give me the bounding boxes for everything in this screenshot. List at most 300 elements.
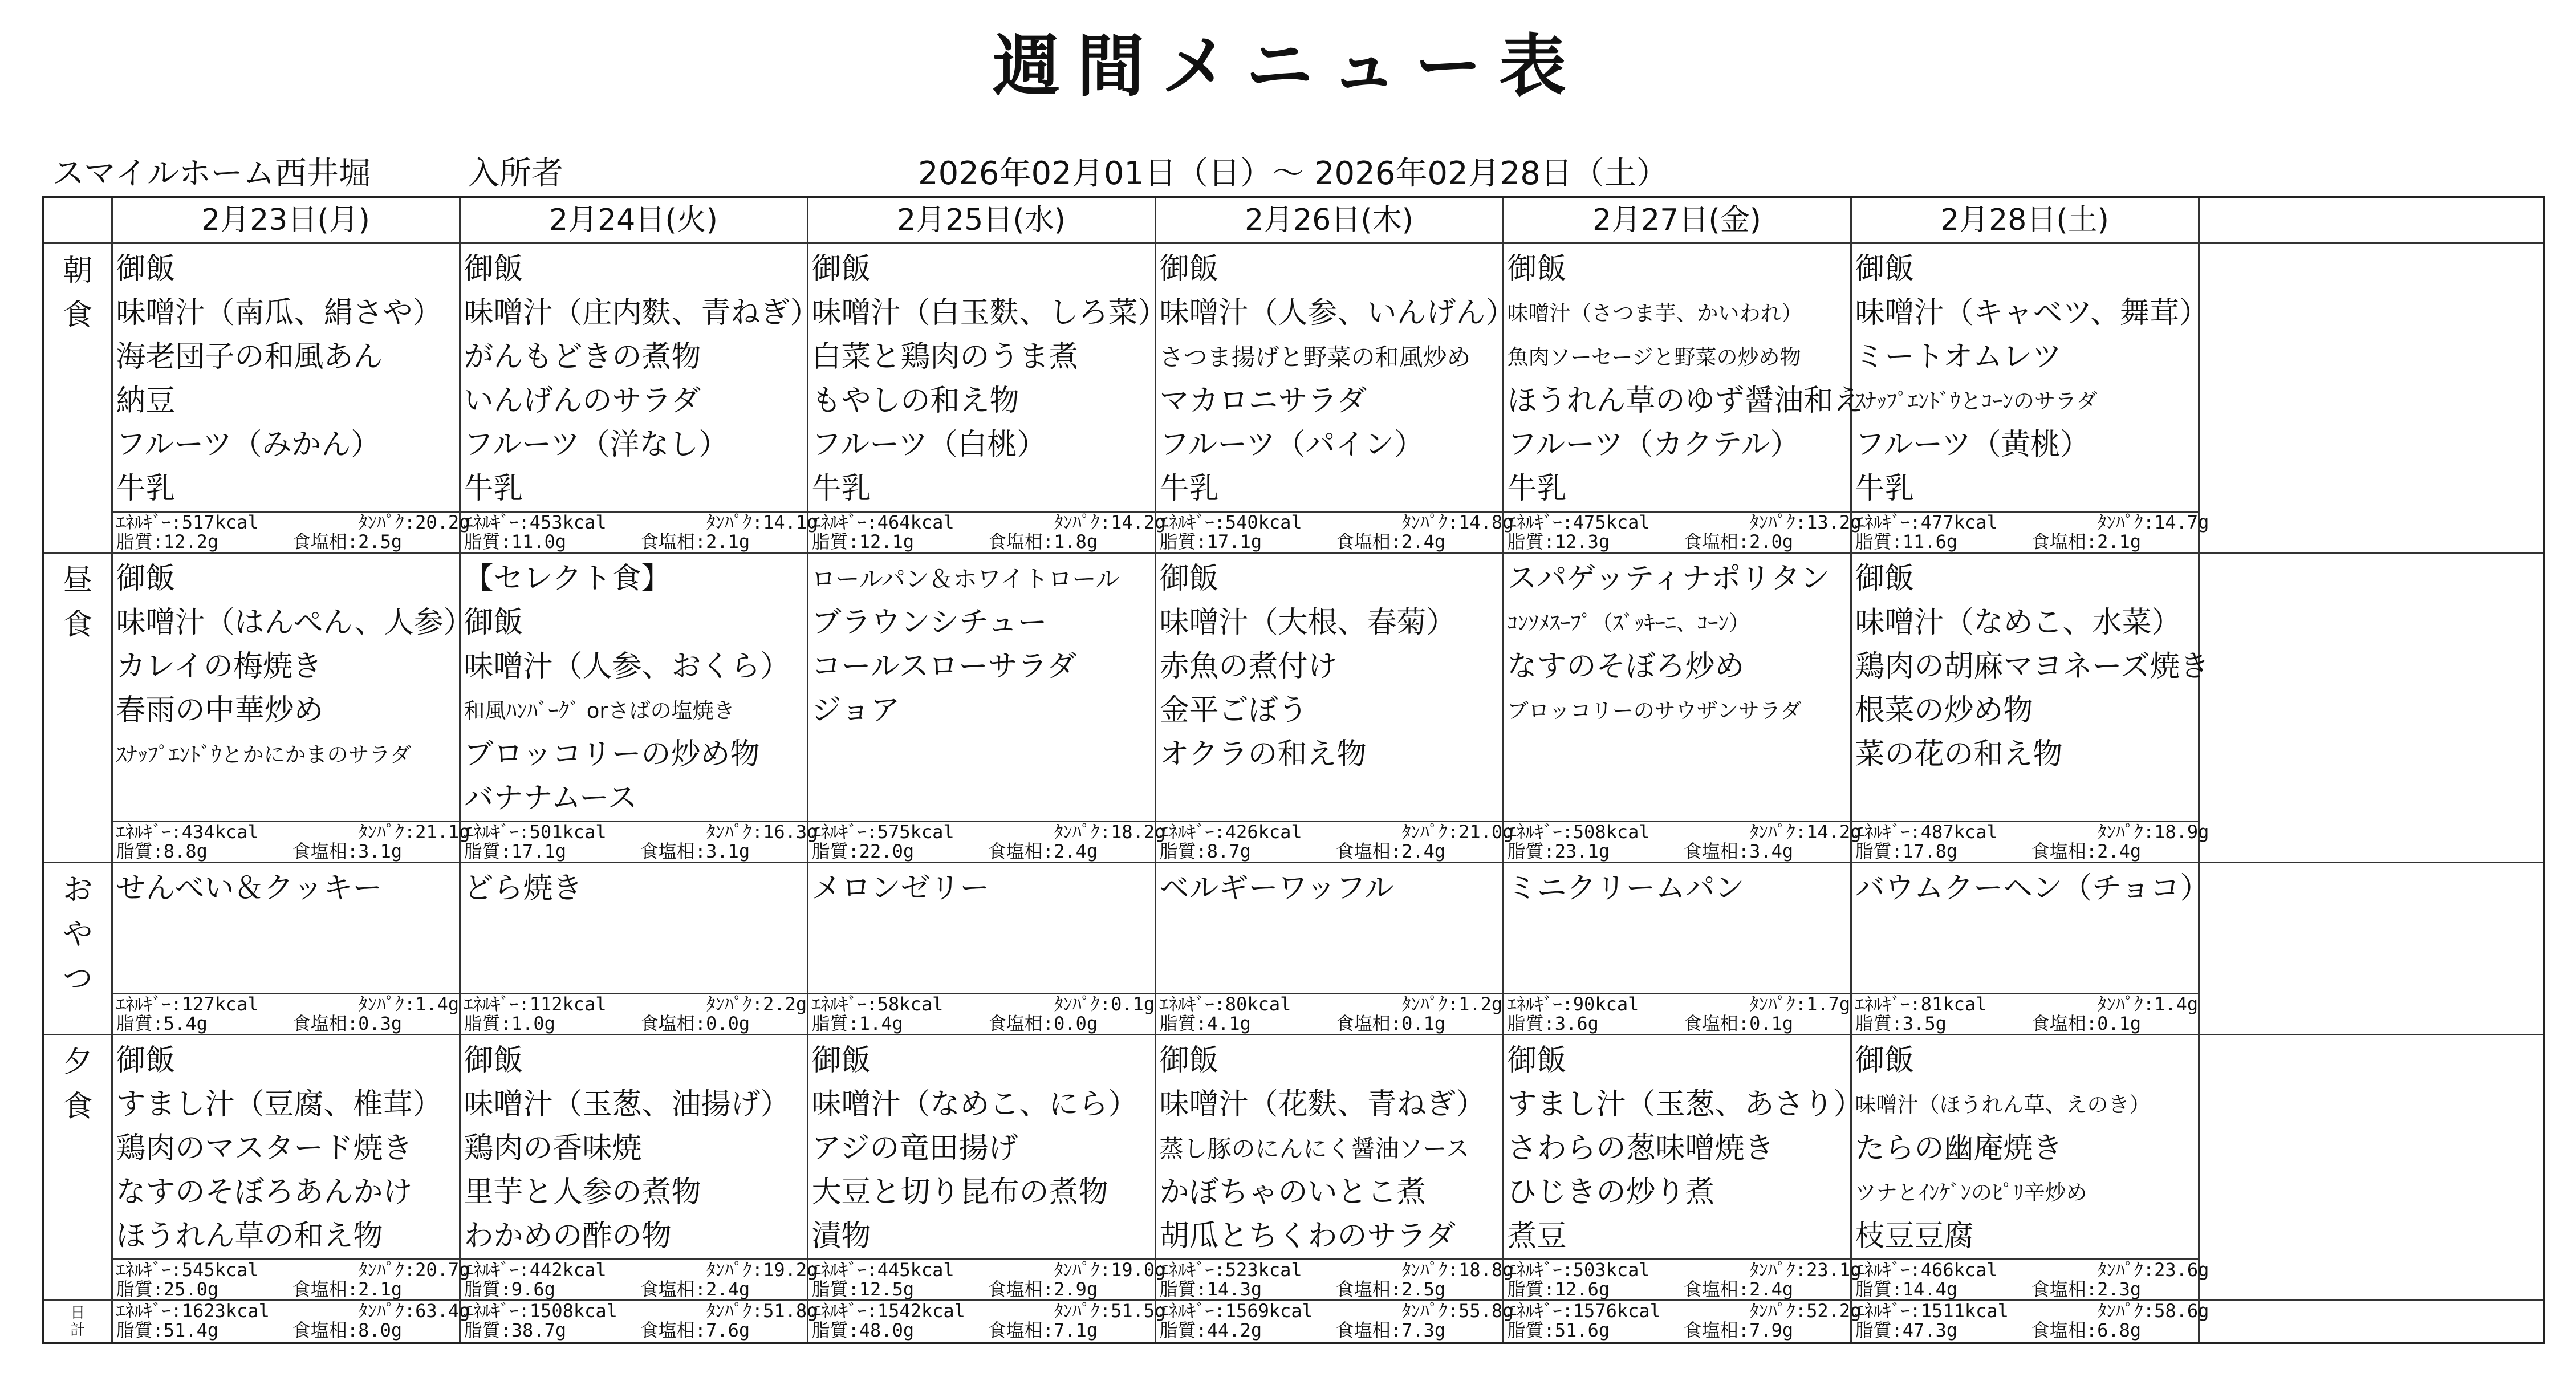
meal-label-char: 食: [63, 1090, 93, 1124]
nutrition-line-1: [1156, 511, 1514, 533]
nutrition-line-1: [1156, 1259, 1514, 1281]
dinner-cell: [460, 1035, 807, 1260]
protein-label: ﾀﾝﾊﾟｸ:: [2097, 511, 2155, 533]
fat-separator: :: [500, 1278, 511, 1300]
dish-item: 胡瓜とちくわのサラダ: [1159, 1219, 1456, 1253]
dish-item: 菜の花の和え物: [1855, 737, 2063, 771]
dish-item: どら焼き: [464, 871, 583, 905]
fat-label: 脂質: [1855, 840, 1892, 862]
fat-separator: :: [848, 531, 859, 553]
salt-label: 食塩相:: [988, 1319, 1054, 1341]
dish-item: 里芋と人参の煮物: [464, 1175, 701, 1209]
protein-label: ﾀﾝﾊﾟｸ:: [1401, 821, 1459, 843]
fat-label: 脂質: [464, 840, 501, 862]
fat-separator: :: [1891, 531, 1903, 553]
nutrition-line-2: [1156, 1321, 1502, 1340]
salt-label: 食塩相:: [988, 840, 1054, 862]
energy-label: ｴﾈﾙｷﾞｰ:: [116, 511, 182, 533]
nutrition-line-1: [113, 821, 470, 843]
lunch-nutrition: [112, 821, 470, 863]
salt-value: 2.5g: [358, 531, 403, 553]
energy-label: ｴﾈﾙｷﾞｰ:: [1507, 1259, 1573, 1281]
protein-label: ﾀﾝﾊﾟｸ:: [1054, 511, 1111, 533]
fat-separator: :: [1196, 1278, 1207, 1300]
fat-label: 脂質: [811, 1278, 848, 1300]
energy-label: ｴﾈﾙｷﾞｰ:: [811, 1300, 877, 1322]
lunch-nutrition: [807, 821, 1166, 863]
energy-label: ｴﾈﾙｷﾞｰ:: [811, 1259, 877, 1281]
protein-value: 20.2g: [415, 511, 470, 533]
fat-separator: :: [848, 1013, 859, 1034]
energy-label: ｴﾈﾙｷﾞｰ:: [1855, 511, 1921, 533]
lunch-label: [43, 553, 112, 863]
lunch-cell: [1503, 553, 1851, 822]
salt-label: 食塩相:: [1335, 840, 1402, 862]
empty-cell: [2199, 243, 2544, 553]
fat-label: 脂質: [1507, 1013, 1544, 1034]
nutrition-line-2: [461, 532, 807, 551]
nutrition-line-1: [113, 994, 459, 1014]
protein-value: 14.1g: [763, 511, 818, 533]
protein-label: ﾀﾝﾊﾟｸ:: [1054, 1259, 1111, 1281]
empty-column-header: [2199, 197, 2544, 243]
dish-item: 海老団子の和風あん: [116, 340, 383, 374]
fat-label: 脂質: [1855, 1278, 1892, 1300]
protein-label: ﾀﾝﾊﾟｸ:: [2097, 1300, 2155, 1322]
lunch-nutrition: [1851, 821, 2209, 863]
dish-item: 根菜の炒め物: [1855, 693, 2033, 728]
nutrition-line-2: [113, 842, 459, 861]
nutrition-line-1: [1852, 511, 2209, 533]
fat-label: 脂質: [1507, 1278, 1544, 1300]
fat-label: 脂質: [1507, 840, 1544, 862]
nutrition-line-1: [1852, 1300, 2209, 1322]
dish-item: 春雨の中華炒め: [116, 693, 324, 728]
fat-value: 11.0g: [511, 531, 567, 553]
dish-item: 御飯: [1855, 1043, 1915, 1078]
dish-item: 味噌汁（大根、春菊）: [1159, 606, 1456, 640]
snack-dishes-row: [43, 863, 2544, 994]
breakfast-cell: [807, 243, 1168, 512]
dish-item: オクラの和え物: [1159, 737, 1367, 771]
energy-label: ｴﾈﾙｷﾞｰ:: [464, 821, 530, 843]
nutrition-line-2: [1156, 842, 1502, 861]
daily-total-nutrition: [1503, 1300, 1862, 1343]
dinner-cell: [1851, 1035, 2199, 1260]
dish-item: 御飯: [1855, 252, 1915, 286]
protein-label: ﾀﾝﾊﾟｸ:: [1749, 1300, 1807, 1322]
nutrition-line-2: [1156, 1014, 1502, 1033]
nutrition-line-2: [1852, 1014, 2198, 1033]
fat-separator: :: [1196, 1319, 1207, 1341]
fat-separator: :: [500, 1013, 511, 1034]
salt-value: 2.4g: [1749, 1278, 1794, 1300]
meal-label-char: 昼: [63, 563, 93, 598]
snack-nutrition: [1851, 994, 2199, 1035]
protein-label: ﾀﾝﾊﾟｸ:: [1401, 1259, 1459, 1281]
salt-value: 7.1g: [1054, 1319, 1098, 1341]
energy-value: 487kcal: [1920, 821, 1998, 843]
breakfast-nutrition: [1851, 511, 2209, 553]
breakfast-nutrition: [112, 511, 470, 553]
protein-value: 58.6g: [2154, 1300, 2209, 1322]
energy-value: 508kcal: [1573, 821, 1650, 843]
dish-item: 牛乳: [1507, 472, 1567, 506]
breakfast-nutrition: [807, 511, 1166, 553]
protein-label: ﾀﾝﾊﾟｸ:: [706, 821, 763, 843]
dish-item: メロンゼリー: [811, 871, 990, 905]
energy-label: ｴﾈﾙｷﾞｰ:: [1855, 993, 1921, 1015]
lunch-cell: [1851, 553, 2209, 822]
protein-label: ﾀﾝﾊﾟｸ:: [358, 821, 416, 843]
fat-value: 22.0g: [859, 840, 915, 862]
fat-label: 脂質: [116, 1278, 153, 1300]
dinner-label: [43, 1035, 112, 1301]
fat-value: 8.8g: [163, 840, 208, 862]
dish-item: さつま揚げと野菜の和風炒め: [1159, 343, 1471, 371]
protein-value: 19.2g: [763, 1259, 818, 1281]
salt-value: 0.1g: [1401, 1013, 1446, 1034]
fat-label: 脂質: [1159, 1319, 1196, 1341]
energy-value: 1576kcal: [1573, 1300, 1661, 1322]
energy-value: 445kcal: [877, 1259, 954, 1281]
energy-value: 503kcal: [1573, 1259, 1650, 1281]
dish-item: 味噌汁（白玉麩、しろ菜）: [811, 296, 1168, 330]
page-title: 週間メニュー表: [992, 27, 1583, 105]
snack-cell: [1851, 863, 2210, 994]
meal-label-char: つ: [63, 962, 93, 996]
dish-item: アジの竜田揚げ: [811, 1131, 1018, 1165]
meal-label-char: や: [63, 917, 93, 952]
protein-label: ﾀﾝﾊﾟｸ:: [1401, 1300, 1459, 1322]
nutrition-line-2: [1156, 1280, 1502, 1299]
nutrition-line-1: [461, 821, 818, 843]
breakfast-cell: [1503, 243, 1863, 512]
dish-item: 御飯: [1507, 252, 1567, 286]
dish-item: もやしの和え物: [811, 384, 1019, 418]
fat-separator: :: [500, 1319, 511, 1341]
dish-item: ジョア: [811, 693, 900, 728]
protein-value: 1.7g: [1806, 993, 1851, 1015]
dish-item: 御飯: [1159, 562, 1219, 596]
target-group: 入所者: [468, 155, 563, 192]
day-header: 2月23日(月): [112, 197, 460, 243]
dinner-cell: [112, 1035, 460, 1260]
dish-item: ミートオムレツ: [1855, 340, 2062, 374]
nutrition-line-2: [1852, 1280, 2198, 1299]
nutrition-line-1: [1156, 994, 1502, 1014]
fat-value: 12.5g: [859, 1278, 915, 1300]
nutrition-line-2: [113, 532, 459, 551]
nutrition-line-2: [461, 1014, 807, 1033]
dish-item: フルーツ（白桃）: [811, 428, 1047, 462]
breakfast-nutrition: [1155, 511, 1514, 553]
protein-label: ﾀﾝﾊﾟｸ:: [706, 511, 763, 533]
energy-value: 464kcal: [877, 511, 954, 533]
nutrition-line-1: [1852, 1259, 2209, 1281]
dish-item: マカロニサラダ: [1159, 384, 1367, 418]
protein-value: 21.0g: [1458, 821, 1514, 843]
day-header: 2月27日(金): [1503, 197, 1851, 243]
salt-label: 食塩相:: [2031, 1278, 2098, 1300]
dish-item: 味噌汁（なめこ、水菜）: [1855, 606, 2181, 640]
dinner-nutrition: [807, 1259, 1166, 1301]
fat-label: 脂質: [811, 531, 848, 553]
nutrition-line-1: [461, 1259, 818, 1281]
dinner-nutrition: [112, 1259, 470, 1301]
protein-label: ﾀﾝﾊﾟｸ:: [358, 511, 416, 533]
salt-value: 6.8g: [2097, 1319, 2142, 1341]
daily-total-nutrition: [112, 1300, 470, 1343]
energy-label: ｴﾈﾙｷﾞｰ:: [1855, 821, 1921, 843]
snack-cell: [807, 863, 1155, 994]
salt-label: 食塩相:: [1335, 1319, 1402, 1341]
dish-item: すまし汁（玉葱、あさり）: [1507, 1087, 1863, 1122]
dish-item: 牛乳: [1159, 472, 1219, 506]
fat-label: 脂質: [1159, 1278, 1196, 1300]
nutrition-line-2: [461, 1280, 807, 1299]
dish-item: フルーツ（パイン）: [1159, 428, 1424, 462]
fat-value: 51.6g: [1554, 1319, 1610, 1341]
daily-total-row: [43, 1301, 2544, 1343]
dish-item: 御飯: [464, 252, 523, 286]
meal-label-char: お: [63, 873, 93, 907]
nutrition-line-2: [808, 1280, 1155, 1299]
dinner-nutrition: [1851, 1259, 2209, 1301]
protein-value: 55.8g: [1458, 1300, 1514, 1322]
nutrition-line-1: [808, 1300, 1166, 1322]
salt-label: 食塩相:: [1335, 1278, 1402, 1300]
daily-total-label: [43, 1301, 112, 1343]
dish-item: 煮豆: [1507, 1219, 1567, 1253]
dish-item: 味噌汁（人参、おくら）: [464, 649, 790, 684]
fat-value: 25.0g: [163, 1278, 219, 1300]
protein-label: ﾀﾝﾊﾟｸ:: [358, 1300, 416, 1322]
dish-item: 味噌汁（キャベツ、舞茸）: [1855, 296, 2209, 330]
nutrition-line-2: [1504, 1321, 1850, 1340]
dish-item: かぼちゃのいとこ煮: [1159, 1175, 1427, 1209]
weekly-menu-table: [42, 196, 2545, 1344]
salt-value: 2.3g: [2097, 1278, 2142, 1300]
dish-item: 味噌汁（花麩、青ねぎ）: [1159, 1087, 1486, 1122]
dish-item: 和風ﾊﾝﾊﾞｰｸﾞ orさばの塩焼き: [464, 698, 735, 723]
lunch-nutrition-row: [43, 822, 2544, 863]
fat-separator: :: [1543, 840, 1555, 862]
salt-label: 食塩相:: [640, 1013, 706, 1034]
fat-value: 12.1g: [859, 531, 915, 553]
daily-total-nutrition: [1155, 1300, 1514, 1343]
dish-item: ほうれん草のゆず醤油和え: [1507, 384, 1863, 418]
nutrition-line-1: [1156, 1300, 1514, 1322]
dinner-nutrition-row: [43, 1260, 2544, 1301]
salt-label: 食塩相:: [1683, 531, 1750, 553]
breakfast-label: [43, 243, 112, 553]
energy-label: ｴﾈﾙｷﾞｰ:: [116, 1300, 182, 1322]
nutrition-line-1: [1156, 821, 1514, 843]
salt-value: 2.4g: [1401, 531, 1446, 553]
salt-value: 3.1g: [358, 840, 403, 862]
dish-item: ベルギーワッフル: [1159, 871, 1394, 905]
fat-value: 3.6g: [1554, 1013, 1599, 1034]
snack-cell: [460, 863, 807, 994]
protein-label: ﾀﾝﾊﾟｸ:: [2097, 821, 2155, 843]
fat-label: 脂質: [116, 840, 153, 862]
empty-cell: [2199, 1035, 2544, 1301]
salt-value: 1.8g: [1054, 531, 1098, 553]
dish-item: 御飯: [811, 252, 871, 286]
fat-separator: :: [1543, 1319, 1555, 1341]
dish-item: 大豆と切り昆布の煮物: [811, 1175, 1108, 1209]
protein-value: 14.2g: [1111, 511, 1166, 533]
day-header: 2月25日(水): [807, 197, 1155, 243]
lunch-cell: [112, 553, 473, 822]
nutrition-line-2: [1852, 842, 2198, 861]
dish-item: すまし汁（豆腐、椎茸）: [116, 1087, 442, 1122]
salt-value: 2.4g: [1054, 840, 1098, 862]
fat-label: 脂質: [1159, 1013, 1196, 1034]
energy-value: 434kcal: [181, 821, 259, 843]
dish-item: ロールパン＆ホワイトロール: [811, 565, 1120, 593]
salt-value: 0.0g: [1054, 1013, 1098, 1034]
energy-label: ｴﾈﾙｷﾞｰ:: [1159, 1259, 1225, 1281]
energy-label: ｴﾈﾙｷﾞｰ:: [1159, 511, 1225, 533]
protein-value: 0.1g: [1111, 993, 1155, 1015]
salt-value: 3.4g: [1749, 840, 1794, 862]
snack-nutrition: [112, 994, 460, 1035]
dish-item: ほうれん草の和え物: [116, 1219, 383, 1253]
empty-cell: [2199, 863, 2544, 1035]
dish-item: フルーツ（カクテル）: [1507, 428, 1800, 462]
nutrition-line-2: [113, 1321, 459, 1340]
protein-label: ﾀﾝﾊﾟｸ:: [706, 1259, 763, 1281]
salt-label: 食塩相:: [1683, 1013, 1750, 1034]
lunch-nutrition: [1503, 821, 1862, 863]
salt-value: 2.4g: [1401, 840, 1446, 862]
fat-label: 脂質: [1507, 1319, 1544, 1341]
empty-cell: [2199, 1301, 2544, 1343]
nutrition-line-2: [1504, 842, 1850, 861]
dish-item: 牛乳: [1855, 472, 1915, 506]
fat-value: 51.4g: [163, 1319, 219, 1341]
protein-value: 20.7g: [415, 1259, 470, 1281]
salt-label: 食塩相:: [2031, 1319, 2098, 1341]
fat-label: 脂質: [464, 1278, 501, 1300]
dish-item: 【セレクト食】: [464, 562, 671, 596]
salt-label: 食塩相:: [2031, 531, 2098, 553]
nutrition-line-1: [113, 1259, 470, 1281]
fat-value: 1.4g: [859, 1013, 903, 1034]
fat-separator: :: [152, 1013, 164, 1034]
energy-label: ｴﾈﾙｷﾞｰ:: [1507, 1300, 1573, 1322]
fat-value: 12.2g: [163, 531, 219, 553]
dish-item: 味噌汁（はんぺん、人参）: [116, 606, 473, 640]
energy-label: ｴﾈﾙｷﾞｰ:: [1507, 511, 1573, 533]
fat-label: 脂質: [811, 1013, 848, 1034]
fat-separator: :: [1891, 840, 1903, 862]
salt-label: 食塩相:: [1683, 1319, 1750, 1341]
energy-value: 453kcal: [529, 511, 607, 533]
nutrition-line-2: [1156, 532, 1502, 551]
energy-value: 517kcal: [181, 511, 259, 533]
protein-label: ﾀﾝﾊﾟｸ:: [1749, 993, 1807, 1015]
energy-label: ｴﾈﾙｷﾞｰ:: [464, 1259, 530, 1281]
dish-item: ブロッコリーのサウザンサラダ: [1507, 698, 1802, 723]
dish-item: なすのそぼろ炒め: [1507, 649, 1745, 684]
empty-cell: [2199, 553, 2544, 863]
nutrition-line-1: [1504, 511, 1862, 533]
breakfast-nutrition: [460, 511, 818, 553]
energy-label: ｴﾈﾙｷﾞｰ:: [1159, 993, 1225, 1015]
energy-label: ｴﾈﾙｷﾞｰ:: [116, 993, 182, 1015]
breakfast-nutrition: [1503, 511, 1862, 553]
fat-separator: :: [1196, 531, 1207, 553]
fat-separator: :: [1543, 1278, 1555, 1300]
fat-label: 脂質: [464, 1319, 501, 1341]
protein-label: ﾀﾝﾊﾟｸ:: [358, 1259, 416, 1281]
nutrition-line-1: [1504, 1300, 1862, 1322]
fat-value: 17.1g: [511, 840, 567, 862]
energy-value: 81kcal: [1920, 993, 1987, 1015]
fat-separator: :: [848, 1319, 859, 1341]
nutrition-line-2: [1504, 1280, 1850, 1299]
protein-value: 51.8g: [763, 1300, 818, 1322]
fat-value: 47.3g: [1902, 1319, 1958, 1341]
fat-separator: :: [1196, 840, 1207, 862]
salt-value: 0.3g: [358, 1013, 403, 1034]
meal-label-char: 夕: [63, 1045, 93, 1079]
energy-label: ｴﾈﾙｷﾞｰ:: [1159, 821, 1225, 843]
fat-separator: :: [500, 531, 511, 553]
protein-value: 18.2g: [1111, 821, 1166, 843]
fat-separator: :: [1196, 1013, 1207, 1034]
dinner-cell: [1155, 1035, 1503, 1260]
energy-label: ｴﾈﾙｷﾞｰ:: [116, 821, 182, 843]
snack-nutrition: [460, 994, 807, 1035]
fat-value: 17.1g: [1206, 531, 1262, 553]
salt-value: 7.9g: [1749, 1319, 1794, 1341]
snack-label: [43, 863, 112, 1035]
dish-item: 御飯: [1855, 562, 1915, 596]
dish-item: 御飯: [811, 1043, 871, 1078]
daily-total-nutrition: [807, 1300, 1166, 1343]
dish-item: がんもどきの煮物: [464, 340, 701, 374]
dish-item: たらの幽庵焼き: [1855, 1131, 2063, 1165]
dish-item: バウムクーヘン（チョコ）: [1855, 871, 2210, 905]
energy-value: 501kcal: [529, 821, 607, 843]
protein-label: ﾀﾝﾊﾟｸ:: [706, 993, 763, 1015]
fat-label: 脂質: [811, 1319, 848, 1341]
dish-item: 味噌汁（庄内麩、青ねぎ）: [464, 296, 820, 330]
salt-value: 0.0g: [706, 1013, 750, 1034]
fat-separator: :: [848, 840, 859, 862]
salt-label: 食塩相:: [640, 1319, 706, 1341]
nutrition-line-1: [461, 994, 807, 1014]
salt-label: 食塩相:: [2031, 840, 2098, 862]
nutrition-line-1: [808, 821, 1166, 843]
meal-label-char: 朝: [63, 254, 93, 288]
dish-item: 御飯: [1159, 252, 1219, 286]
protein-value: 23.1g: [1806, 1259, 1862, 1281]
fat-value: 38.7g: [511, 1319, 567, 1341]
fat-value: 17.8g: [1902, 840, 1958, 862]
dish-item: 味噌汁（さつま芋、かいわれ）: [1507, 301, 1803, 326]
energy-value: 442kcal: [529, 1259, 607, 1281]
dish-item: 味噌汁（なめこ、にら）: [811, 1087, 1138, 1122]
energy-value: 1623kcal: [181, 1300, 270, 1322]
fat-label: 脂質: [464, 531, 501, 553]
breakfast-cell: [460, 243, 820, 512]
breakfast-dishes-row: [43, 243, 2544, 512]
